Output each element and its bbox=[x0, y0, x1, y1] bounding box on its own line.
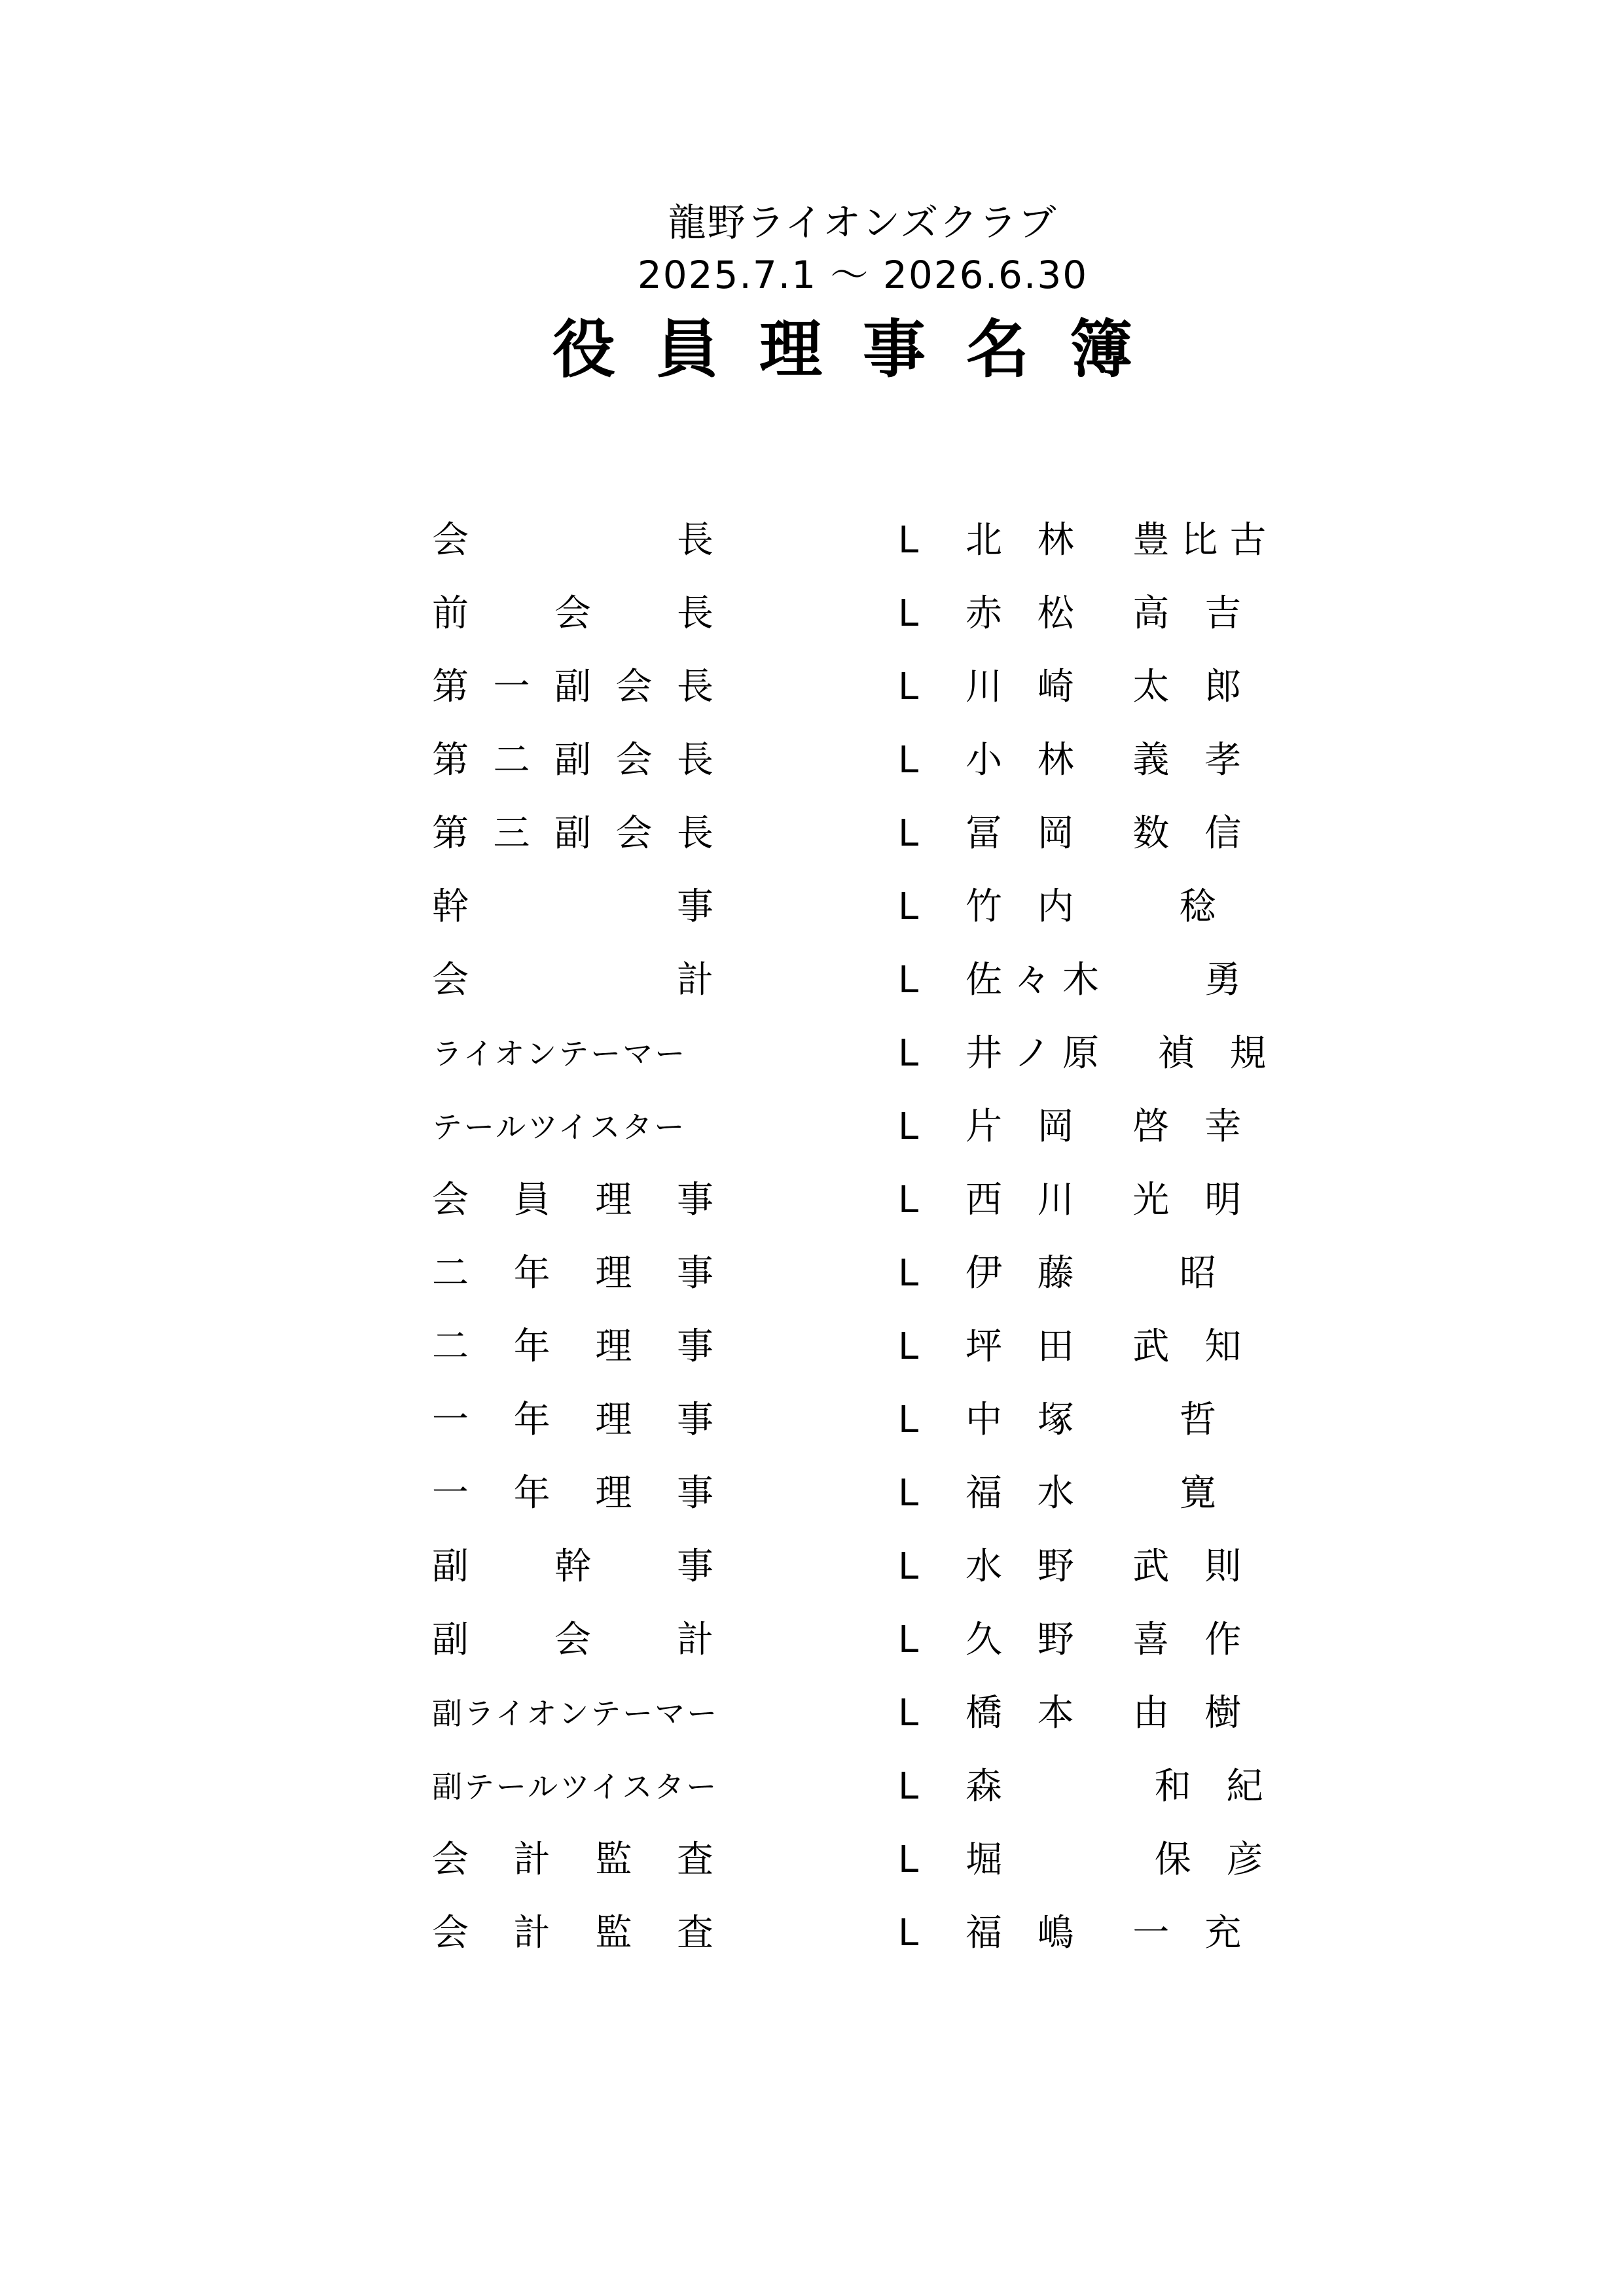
officer-role: 副テールツイスター bbox=[432, 1769, 719, 1804]
lion-mark: L bbox=[898, 1399, 919, 1441]
lion-mark: L bbox=[898, 1179, 919, 1221]
officer-role: 第 二 副 会 長 bbox=[432, 739, 713, 781]
club-name: 龍野ライオンズクラブ bbox=[668, 200, 1058, 245]
officer-role: 会 員 理 事 bbox=[432, 1179, 713, 1221]
officer-name: 竹 内 稔 bbox=[965, 886, 1229, 928]
officer-role: ライオンテーマー bbox=[432, 1036, 687, 1071]
officer-name: 堀 保 彦 bbox=[965, 1839, 1275, 1881]
roster-row bbox=[0, 724, 1624, 797]
officer-role: テールツイスター bbox=[432, 1109, 687, 1145]
officer-name: 福 嶋 一 充 bbox=[965, 1912, 1254, 1954]
roster-row bbox=[0, 1237, 1624, 1310]
lion-mark: L bbox=[898, 1472, 919, 1515]
officer-role: 会 計 監 査 bbox=[432, 1839, 713, 1881]
roster-row bbox=[0, 1750, 1624, 1823]
officer-role: 会 計 監 査 bbox=[432, 1912, 713, 1954]
officer-name: 赤 松 高 吉 bbox=[965, 592, 1254, 635]
officer-role: 副 幹 事 bbox=[432, 1545, 713, 1588]
lion-mark: L bbox=[898, 1545, 919, 1588]
officer-name: 佐々木 勇 bbox=[965, 959, 1254, 1001]
roster-row bbox=[0, 1604, 1624, 1677]
officer-name: 中 塚 哲 bbox=[965, 1399, 1229, 1441]
roster-row bbox=[0, 1530, 1624, 1604]
officer-role: 第 一 副 会 長 bbox=[432, 666, 713, 708]
officer-name: 久 野 喜 作 bbox=[965, 1619, 1254, 1661]
lion-mark: L bbox=[898, 1032, 919, 1075]
lion-mark: L bbox=[898, 1765, 919, 1808]
officer-name: 坪 田 武 知 bbox=[965, 1325, 1254, 1368]
roster-row bbox=[0, 1090, 1624, 1164]
lion-mark: L bbox=[898, 1105, 919, 1148]
officer-role: 一 年 理 事 bbox=[432, 1472, 713, 1515]
roster-row bbox=[0, 1164, 1624, 1237]
roster-row bbox=[0, 504, 1624, 577]
roster-row bbox=[0, 1677, 1624, 1750]
lion-mark: L bbox=[898, 959, 919, 1001]
roster-row bbox=[0, 870, 1624, 944]
lion-mark: L bbox=[898, 1252, 919, 1295]
officer-name: 北 林 豊比古 bbox=[965, 519, 1278, 562]
roster-row bbox=[0, 1457, 1624, 1530]
term-period: 2025.7.1 ～ 2026.6.30 bbox=[637, 253, 1089, 297]
roster-row bbox=[0, 577, 1624, 651]
officer-role: 会 計 bbox=[432, 959, 713, 1001]
lion-mark: L bbox=[898, 592, 919, 635]
officer-role: 会 長 bbox=[432, 519, 713, 562]
officer-role: 二 年 理 事 bbox=[432, 1325, 713, 1368]
officer-role: 幹 事 bbox=[432, 886, 713, 928]
roster-row bbox=[0, 1823, 1624, 1897]
document-header bbox=[0, 196, 1624, 389]
officer-role: 副ライオンテーマー bbox=[432, 1696, 719, 1731]
lion-mark: L bbox=[898, 1839, 919, 1881]
roster-row bbox=[0, 651, 1624, 724]
lion-mark: L bbox=[898, 666, 919, 708]
document-title: 役員理事名簿 bbox=[552, 313, 1173, 386]
officer-role: 第 三 副 会 長 bbox=[432, 812, 713, 855]
lion-mark: L bbox=[898, 1912, 919, 1954]
officer-role: 二 年 理 事 bbox=[432, 1252, 713, 1295]
officer-name: 福 水 寛 bbox=[965, 1472, 1229, 1515]
roster-row bbox=[0, 1310, 1624, 1384]
roster-row bbox=[0, 1384, 1624, 1457]
roster-row bbox=[0, 944, 1624, 1017]
lion-mark: L bbox=[898, 519, 919, 562]
officer-name: 森 和 紀 bbox=[965, 1765, 1275, 1808]
officer-name: 伊 藤 昭 bbox=[965, 1252, 1229, 1295]
officer-role: 前 会 長 bbox=[432, 592, 713, 635]
lion-mark: L bbox=[898, 1325, 919, 1368]
officer-name: 片 岡 啓 幸 bbox=[965, 1105, 1254, 1148]
officer-name: 井ノ原 禎 規 bbox=[965, 1032, 1278, 1075]
lion-mark: L bbox=[898, 739, 919, 781]
roster-row bbox=[0, 797, 1624, 870]
officer-name: 冨 岡 数 信 bbox=[965, 812, 1254, 855]
officer-name: 橋 本 由 樹 bbox=[965, 1692, 1254, 1734]
roster-row bbox=[0, 1897, 1624, 1970]
officer-name: 川 崎 太 郎 bbox=[965, 666, 1254, 708]
roster-row bbox=[0, 1017, 1624, 1090]
lion-mark: L bbox=[898, 812, 919, 855]
officer-name: 西 川 光 明 bbox=[965, 1179, 1254, 1221]
officer-role: 副 会 計 bbox=[432, 1619, 713, 1661]
officer-role: 一 年 理 事 bbox=[432, 1399, 713, 1441]
lion-mark: L bbox=[898, 1619, 919, 1661]
officer-name: 小 林 義 孝 bbox=[965, 739, 1254, 781]
officer-name: 水 野 武 則 bbox=[965, 1545, 1254, 1588]
lion-mark: L bbox=[898, 886, 919, 928]
lion-mark: L bbox=[898, 1692, 919, 1734]
